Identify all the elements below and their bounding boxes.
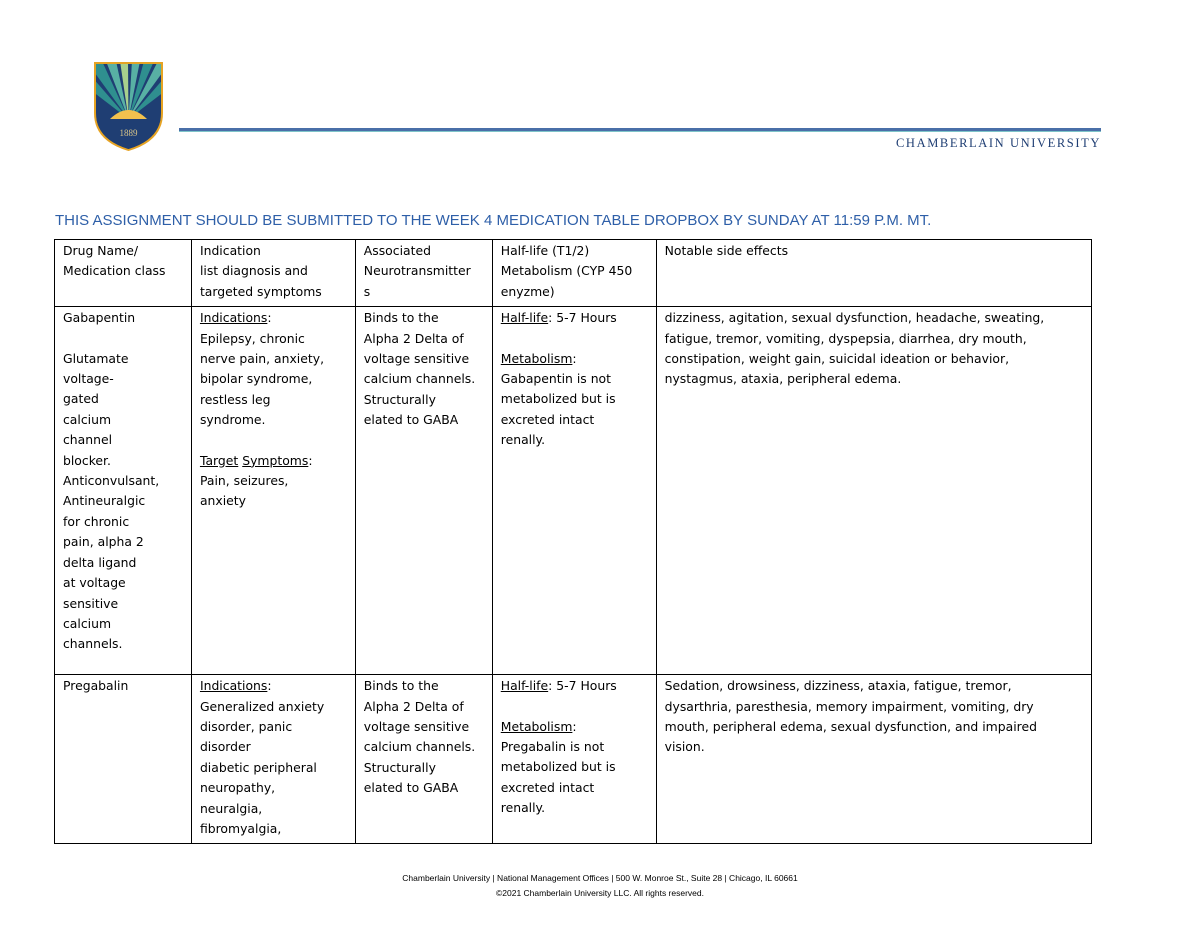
drug-cell bbox=[55, 675, 192, 844]
header-indication: Indication list diagnosis and targeted symptoms bbox=[191, 240, 355, 307]
drug-name: Pregabalin bbox=[63, 678, 129, 694]
table-row bbox=[55, 307, 1092, 675]
submission-notice: THIS ASSIGNMENT SHOULD BE SUBMITTED TO THE WEEK 4 MEDICATION TABLE DROPBOX BY SUNDAY AT 11:59 P.M. MT. bbox=[55, 212, 932, 229]
footer-copyright: ©2021 Chamberlain University LLC. All rights reserved. bbox=[496, 888, 704, 898]
drug-cell: Gabapentin Glutamate voltage- gated calcium channel blocker. Anticonvulsant, Antineuralgic for chronic pain, alpha 2 delta ligand at voltage sensitive calcium channels. bbox=[55, 307, 192, 675]
header-side-effects: Notable side effects bbox=[656, 240, 1091, 307]
header-drug-name: Drug Name/ Medication class bbox=[55, 240, 192, 307]
side-effects-cell: Sedation, drowsiness, dizziness, ataxia, fatigue, tremor, dysarthria, paresthesia, memory impairment, vomiting, dry mouth, peripheral edema, sexual dysfunction, and impaired vision. bbox=[656, 675, 1091, 844]
half-life-cell: Half-life: 5-7 Hours Metabolism: Pregabalin is not metabolized but is excreted intact renally. bbox=[492, 675, 656, 844]
neurotransmitter-cell: Binds to the Alpha 2 Delta of voltage sensitive calcium channels. Structurally elated to GABA bbox=[355, 675, 492, 844]
header-rule-accent bbox=[179, 131, 1101, 132]
neurotransmitter-cell: Binds to the Alpha 2 Delta of voltage sensitive calcium channels. Structurally elated to GABA bbox=[355, 307, 492, 675]
table-row bbox=[55, 675, 1092, 844]
logo-year: 1889 bbox=[119, 128, 138, 138]
medication-table bbox=[54, 239, 1092, 844]
header-neurotransmitters: Associated Neurotransmitter s bbox=[355, 240, 492, 307]
indication-cell: Indications: Epilepsy, chronic nerve pain, anxiety, bipolar syndrome, restless leg syndrome. Target Symptoms: Pain, seizures, anxiety bbox=[191, 307, 355, 675]
half-life-cell: Half-life: 5-7 Hours Metabolism: Gabapentin is not metabolized but is excreted intact renally. bbox=[492, 307, 656, 675]
header-half-life: Half-life (T1/2) Metabolism (CYP 450 enyzme) bbox=[492, 240, 656, 307]
indication-cell: Indications: Generalized anxiety disorder, panic disorder diabetic peripheral neuropathy, neuralgia, fibromyalgia, bbox=[191, 675, 355, 844]
university-logo bbox=[92, 61, 165, 151]
drug-name: Gabapentin bbox=[63, 310, 136, 326]
footer-address: Chamberlain University | National Management Offices | 500 W. Monroe St., Suite 28 | Chicago, IL 60661 bbox=[402, 873, 798, 883]
university-name: CHAMBERLAIN UNIVERSITY bbox=[896, 136, 1101, 150]
side-effects-cell: dizziness, agitation, sexual dysfunction, headache, sweating, fatigue, tremor, vomiting, dyspepsia, diarrhea, dry mouth, constipation, weight gain, suicidal ideation or behavior, nystagmus, ataxia, peripheral edema. bbox=[656, 307, 1091, 675]
table-header-row bbox=[55, 240, 1092, 307]
